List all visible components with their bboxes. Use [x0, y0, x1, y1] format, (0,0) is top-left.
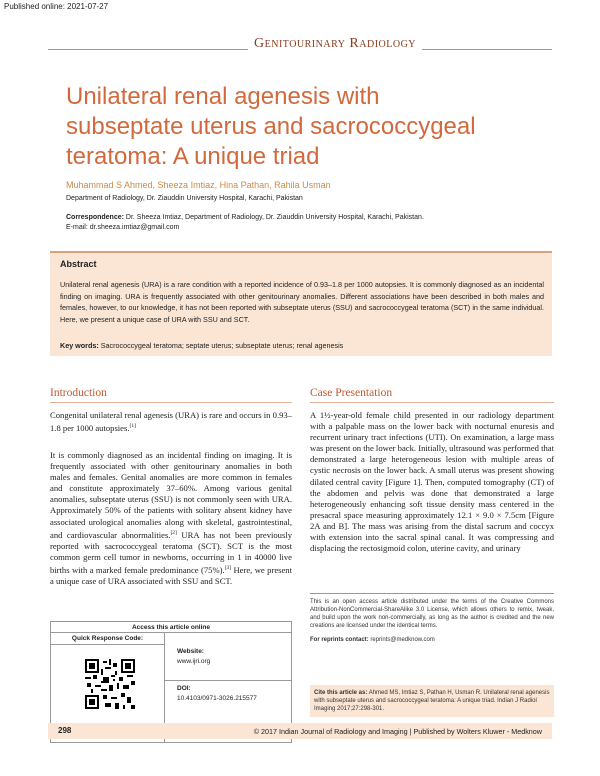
- published-date: Published online: 2021-07-27: [4, 2, 109, 11]
- intro-p2-cont: URA has not been previously reported with sacrococcygeal teratoma (SCT). SCT is the most common germ cell tumor in newborns, occurring in 1 in 40000 live births with a marked female predominance (75%).: [50, 529, 293, 575]
- intro-ref-3: [3]: [224, 564, 232, 571]
- intro-ref-2: [2]: [170, 529, 177, 536]
- intro-p2-text: It is commonly diagnosed as an incidental finding on imaging. It is frequently associated with other genitourinary anomalies in both males and females. Genital anomalies are more common in females and constitute approximately 37–60%. Among various genital anomalies, subseptate uterus (SSU) is not commonly seen with URA. Approximately 50% of the patients with solitary absent kidney have associated urological anomalies along with skeletal, gastrointestinal, and cardiovascular abnormalities.: [50, 450, 292, 540]
- case-rule: [310, 402, 554, 403]
- doi-link[interactable]: 10.4103/0971-3026.215577: [177, 695, 257, 702]
- intro-p1-text: Congenital unilateral renal agenesis (URA) is rare and occurs in 0.93–1.8 per 1000 autopsies.: [50, 410, 292, 433]
- footer-bar: [48, 723, 552, 739]
- doi-label: DOI:: [177, 685, 191, 692]
- introduction-heading: Introduction: [50, 387, 107, 399]
- footer-text: © 2017 Indian Journal of Radiology and Imaging | Published by Wolters Kluwer - Medknow: [253, 727, 542, 736]
- case-heading: Case Presentation: [310, 387, 393, 399]
- affiliation: Department of Radiology, Dr. Ziauddin University Hospital, Karachi, Pakistan: [66, 195, 303, 202]
- intro-p2-end: Here, we present a unique case of URA associated with SSU and SCT.: [50, 564, 292, 586]
- license-rule: [310, 593, 554, 594]
- section-title: Genitourinary Radiology: [248, 36, 422, 52]
- reprints-label: For reprints contact:: [310, 637, 369, 643]
- correspondence-text: Dr. Sheeza Imtiaz, Department of Radiology, Dr. Ziauddin University Hospital, Karachi, Pakistan.: [125, 214, 424, 221]
- section-banner: [48, 30, 552, 58]
- qr-code-icon[interactable]: [85, 659, 135, 709]
- abstract-heading: Abstract: [60, 259, 97, 269]
- correspondence-label: Correspondence:: [66, 214, 124, 221]
- introduction-paragraph-2: [50, 450, 292, 587]
- reprints-email[interactable]: reprints@medknow.com: [370, 637, 435, 643]
- case-paragraph-1: A 1½-year-old female child presented in our radiology department with a palpable mass on the lower back with nocturnal enuresis and recurrent urinary tract infections (UTI). On examination, a large mass was present on the lower back. Initially, ultrasound was performed that demonstrated a large heterogeneous lesion with multiple areas of cystic necrosis on the lower back. A small uterus was present showing dilated central cavity [Figure 1]. Then, computed tomography (CT) of the abdomen and pelvis was done that demonstrated a large heterogeneously enhancing soft tissue density mass centered in the presacral space measuring approximately 12.1 × 9.0 × 7.5cm [Figure 2A and B]. The mass was arising from the distal sacrum and coccyx with extension into the sacral spinal canal. It was compressing and displacing the rectosigmoid colon, uterine cavity, and urinary: [310, 410, 554, 554]
- introduction-rule: [50, 402, 292, 403]
- author-list: Muhammad S Ahmed, Sheeza Imtiaz, Hina Pathan, Rahila Usman: [66, 180, 331, 190]
- page-number: 298: [58, 726, 72, 735]
- intro-ref-1: [1]: [129, 423, 136, 430]
- keywords-label: Key words:: [60, 341, 99, 350]
- article-title: Unilateral renal agenesis with subseptate uterus and sacrococcygeal teratoma: A unique triad: [66, 83, 476, 170]
- keywords-text: Sacrococcygeal teratoma; septate uterus; subseptate uterus; renal agenesis: [100, 341, 344, 350]
- reprints: [310, 637, 554, 643]
- website-label: Website:: [177, 648, 204, 655]
- cite-box: [310, 685, 554, 717]
- website-link[interactable]: www.ijri.org: [177, 658, 211, 665]
- introduction-paragraph-1: [50, 410, 292, 434]
- cite-text: Ahmed MS, Imtiaz S, Pathan H, Usman R. Unilateral renal agenesis with subseptate uterus and sacrococcygeal teratoma: A unique triad. Indian J Radiol Imaging 2017;27:298-301.: [314, 690, 550, 712]
- correspondence: [66, 213, 526, 233]
- access-header: Access this article online: [51, 622, 291, 633]
- keywords: [60, 341, 343, 350]
- cite-label: Cite this article as:: [314, 690, 368, 696]
- abstract-box: [50, 251, 552, 356]
- license-text: This is an open access article distributed under the terms of the Creative Commons Attribution-NonCommercial-ShareAlike 3.0 License, which allows others to remix, tweak, and build upon the work non-commercially, as long as the author is credited and the new creations are licensed under the identical terms.: [310, 599, 554, 629]
- abstract-text: Unilateral renal agenesis (URA) is a rare condition with a reported incidence of 0.93–1.8 per 1000 autopsies. It is commonly diagnosed as an incidental finding on imaging. URA is frequently associated with other genitourinary anomalies. Different associations have been described in both males and females, however, to our knowledge, it has not been reported with subseptate uterus (SSU) and sacrococcygeal teratoma (SCT) in the same individual. Here, we present a unique case of URA with SSU and SCT.: [60, 280, 544, 324]
- qr-label: Quick Response Code:: [51, 633, 165, 645]
- access-divider: [165, 680, 291, 681]
- correspondence-email: E-mail: dr.sheeza.imtiaz@gmail.com: [66, 224, 180, 231]
